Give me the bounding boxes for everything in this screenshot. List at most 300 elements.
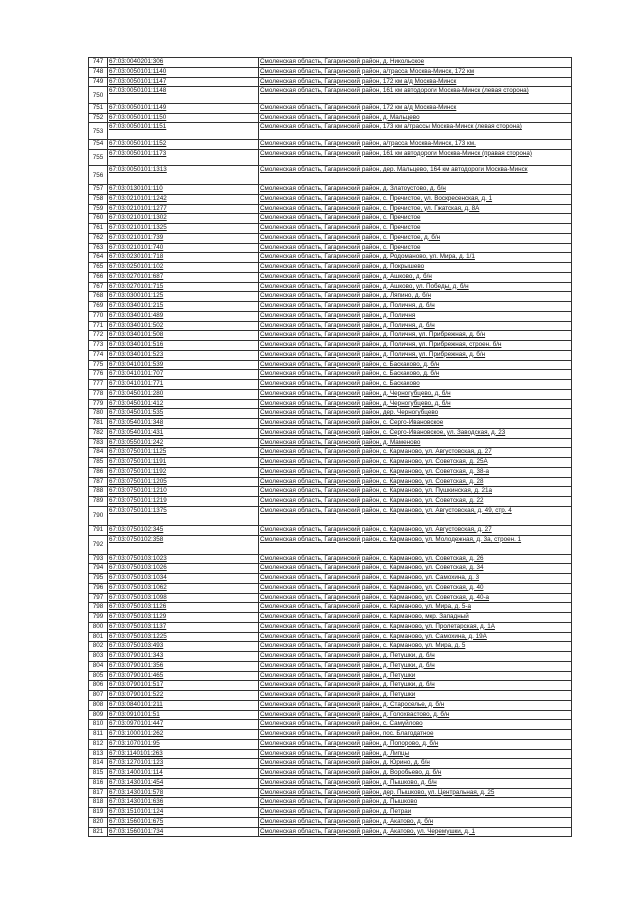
- row-number: 769: [89, 302, 108, 312]
- table-row: [89, 467, 572, 477]
- table-row: [89, 194, 572, 204]
- address: Смоленская область, Гагаринский район, 161 км автодороги Москва-Минск (правая сторона): [259, 149, 572, 166]
- address: Смоленская область, Гагаринский район, д. Попорово, д. б/н: [259, 739, 572, 749]
- table-row: [89, 798, 572, 808]
- row-number: 778: [89, 389, 108, 399]
- table-row: [89, 311, 572, 321]
- cadastral-number: 67:03:0840101:211: [108, 700, 259, 710]
- address: Смоленская область, Гагаринский район, с. Карманово, ул. Мира, д. 5: [259, 642, 572, 652]
- cadastral-number: 67:03:0750101:1192: [108, 467, 259, 477]
- address: Смоленская область, Гагаринский район, 172 км а/д Москва-Минск: [259, 103, 572, 113]
- table-row: [89, 370, 572, 380]
- row-number: 814: [89, 759, 108, 769]
- cadastral-number: 67:03:1070101:95: [108, 739, 259, 749]
- cadastral-number: 67:03:0750101:1205: [108, 477, 259, 487]
- table-row: [89, 438, 572, 448]
- row-number: 820: [89, 817, 108, 827]
- table-row: [89, 282, 572, 292]
- row-number: 777: [89, 380, 108, 390]
- row-number: 747: [89, 58, 108, 68]
- address: Смоленская область, Гагаринский район, д. Воробьево, д. б/н: [259, 769, 572, 779]
- table-row: [89, 185, 572, 195]
- cadastral-number: 67:03:0540101:348: [108, 419, 259, 429]
- cadastral-number: 67:03:0550101:242: [108, 438, 259, 448]
- table-row: [89, 233, 572, 243]
- table-row: [89, 477, 572, 487]
- address: Смоленская область, Гагаринский район, дер. Пышково, ул. Центральная, д. 25: [259, 788, 572, 798]
- address: Смоленская область, Гагаринский район, с. Самуйлово: [259, 720, 572, 730]
- cadastral-number: 67:03:0410101:539: [108, 360, 259, 370]
- table-row: [89, 506, 572, 525]
- cadastral-number: 67:03:0340101:489: [108, 311, 259, 321]
- cadastral-number: 67:03:0750103:1023: [108, 554, 259, 564]
- table-row: [89, 149, 572, 166]
- cadastral-number: 67:03:1430101:454: [108, 778, 259, 788]
- row-number: 789: [89, 497, 108, 507]
- address: Смоленская область, Гагаринский район, с. Карманово, ул. Советская, д. 38-а: [259, 467, 572, 477]
- cadastral-number: 67:03:0790101:465: [108, 671, 259, 681]
- cadastral-number: 67:03:0210101:1325: [108, 224, 259, 234]
- row-number: 759: [89, 204, 108, 214]
- row-number: 795: [89, 574, 108, 584]
- address: Смоленская область, Гагаринский район, д. Покрышево: [259, 263, 572, 273]
- row-number: 812: [89, 739, 108, 749]
- address: Смоленская область, Гагаринский район, дер. Мальцево, 164 км автодороги Москва-Минск: [259, 166, 572, 185]
- table-row: [89, 564, 572, 574]
- cadastral-number: 67:03:0790101:356: [108, 661, 259, 671]
- address: Смоленская область, Гагаринский район, с. Баскаково: [259, 380, 572, 390]
- table-row: [89, 87, 572, 104]
- address: Смоленская область, Гагаринский район, д. Петушки, д. б/н: [259, 652, 572, 662]
- cadastral-number: 67:03:0050101:1152: [108, 139, 259, 149]
- table-row: [89, 331, 572, 341]
- row-number: 781: [89, 419, 108, 429]
- cadastral-number: 67:03:1430101:578: [108, 788, 259, 798]
- table-row: [89, 691, 572, 701]
- table-row: [89, 58, 572, 68]
- address: Смоленская область, Гагаринский район, а/трасса Москва-Минск, 173 км.: [259, 139, 572, 149]
- cadastral-number: 67:03:0750103:1098: [108, 593, 259, 603]
- row-number: 791: [89, 525, 108, 535]
- row-number: 757: [89, 185, 108, 195]
- table-row: [89, 224, 572, 234]
- cadastral-number: 67:03:0270101:687: [108, 272, 259, 282]
- address: Смоленская область, Гагаринский район, с. Баскаково, д. б/н: [259, 370, 572, 380]
- address: Смоленская область, Гагаринский район, д. Акатово, д. б/н: [259, 817, 572, 827]
- row-number: 802: [89, 642, 108, 652]
- cadastral-number: 67:03:0750101:1191: [108, 458, 259, 468]
- table-row: [89, 253, 572, 263]
- address: Смоленская область, Гагаринский район, с. Пречистое: [259, 224, 572, 234]
- table-row: [89, 720, 572, 730]
- row-number: 807: [89, 691, 108, 701]
- table-row: [89, 103, 572, 113]
- address: Смоленская область, Гагаринский район, с. Карманово, ул. Мира, д. 5-а: [259, 603, 572, 613]
- table-row: [89, 321, 572, 331]
- address: Смоленская область, Гагаринский район, с. Пречистое: [259, 243, 572, 253]
- table-row: [89, 67, 572, 77]
- address: Смоленская область, Гагаринский район, с. Карманово, ул. Августовская, д. 27: [259, 448, 572, 458]
- address: Смоленская область, Гагаринский район, с. Карманово, ул. Августовская, д. 27: [259, 525, 572, 535]
- cadastral-number: 67:03:0790101:522: [108, 691, 259, 701]
- row-number: 784: [89, 448, 108, 458]
- row-number: 761: [89, 224, 108, 234]
- table-row: [89, 487, 572, 497]
- address: Смоленская область, Гагаринский район, д. Пышково: [259, 798, 572, 808]
- cadastral-number: 67:03:0340101:508: [108, 331, 259, 341]
- address: Смоленская область, Гагаринский район, д. Поличня, ул. Прибрежная, д. б/н: [259, 331, 572, 341]
- address: Смоленская область, Гагаринский район, д. Акатово, ул. Черемушки, д. 1: [259, 827, 572, 837]
- row-number: 762: [89, 233, 108, 243]
- address: Смоленская область, Гагаринский район, д. Пышково, д. б/н: [259, 778, 572, 788]
- address: Смоленская область, Гагаринский район, 173 км а/трассы Москва-Минск (левая сторона): [259, 123, 572, 140]
- row-number: 794: [89, 564, 108, 574]
- row-number: 751: [89, 103, 108, 113]
- row-number: 815: [89, 769, 108, 779]
- row-number: 819: [89, 808, 108, 818]
- table-row: [89, 681, 572, 691]
- row-number: 772: [89, 331, 108, 341]
- address: Смоленская область, Гагаринский район, 161 км автодороги Москва-Минск (левая сторона): [259, 87, 572, 104]
- table-row: [89, 613, 572, 623]
- row-number: 756: [89, 166, 108, 185]
- cadastral-number: 67:03:1560101:675: [108, 817, 259, 827]
- table-row: [89, 350, 572, 360]
- row-number: 796: [89, 583, 108, 593]
- cadastral-number: 67:03:0750103:1062: [108, 583, 259, 593]
- row-number: 805: [89, 671, 108, 681]
- table-row: [89, 428, 572, 438]
- cadastral-number: 67:03:1140101:263: [108, 749, 259, 759]
- cadastral-number: 67:03:0750101:1125: [108, 448, 259, 458]
- row-number: 775: [89, 360, 108, 370]
- address: Смоленская область, Гагаринский район, с. Пречистое, д. б/н: [259, 233, 572, 243]
- cadastral-number: 67:03:1510101:124: [108, 808, 259, 818]
- cadastral-number: 67:03:0230101:718: [108, 253, 259, 263]
- table-row: [89, 419, 572, 429]
- cadastral-number: 67:03:0340101:215: [108, 302, 259, 312]
- table-row: [89, 661, 572, 671]
- table-row: [89, 710, 572, 720]
- cadastral-number: 67:03:1000101:262: [108, 730, 259, 740]
- address: Смоленская область, Гагаринский район, д. Мальцево: [259, 113, 572, 123]
- row-number: 808: [89, 700, 108, 710]
- row-number: 799: [89, 613, 108, 623]
- row-number: 818: [89, 798, 108, 808]
- row-number: 765: [89, 263, 108, 273]
- cadastral-number: 67:03:0040201:306: [108, 58, 259, 68]
- address: Смоленская область, Гагаринский район, д. Поличня, д. б/н: [259, 302, 572, 312]
- address: Смоленская область, Гагаринский район, д. Маменово: [259, 438, 572, 448]
- cadastral-number: 67:03:0970101:447: [108, 720, 259, 730]
- cadastral-number: 67:03:0050101:1147: [108, 77, 259, 87]
- row-number: 750: [89, 87, 108, 104]
- address: Смоленская область, Гагаринский район, д. Голохвастово, д. б/н: [259, 710, 572, 720]
- row-number: 768: [89, 292, 108, 302]
- address: Смоленская область, Гагаринский район, д. Никольское: [259, 58, 572, 68]
- table-row: [89, 583, 572, 593]
- cadastral-number: 67:03:0750101:1210: [108, 487, 259, 497]
- address: Смоленская область, Гагаринский район, с. Карманово, ул. Августовская, д. 49, стр. 4: [259, 506, 572, 525]
- table-row: [89, 166, 572, 185]
- address: Смоленская область, Гагаринский район, с. Карманово, ул. Советская, д. 40-а: [259, 593, 572, 603]
- address: Смоленская область, Гагаринский район, д. Черногубцево, д. б/н: [259, 389, 572, 399]
- row-number: 804: [89, 661, 108, 671]
- address: Смоленская область, Гагаринский район, д. Черногубцево, д. б/н: [259, 399, 572, 409]
- cadastral-number: 67:03:0130101:110: [108, 185, 259, 195]
- address: Смоленская область, Гагаринский район, д. Ляпино, д. б/н: [259, 292, 572, 302]
- table-row: [89, 399, 572, 409]
- table-row: [89, 243, 572, 253]
- table-row: [89, 380, 572, 390]
- address: Смоленская область, Гагаринский район, д. Родоманово, ул. Мира, д. 1/1: [259, 253, 572, 263]
- table-row: [89, 827, 572, 837]
- cadastral-number: 67:03:0250101:102: [108, 263, 259, 273]
- address: Смоленская область, Гагаринский район, с. Карманово, ул. Советская, д. 40: [259, 583, 572, 593]
- cadastral-number: 67:03:0750103:1225: [108, 632, 259, 642]
- cadastral-number: 67:03:0050101:1173: [108, 149, 259, 166]
- row-number: 779: [89, 399, 108, 409]
- cadastral-number: 67:03:0050101:1148: [108, 87, 259, 104]
- cadastral-number: 67:03:0450101:412: [108, 399, 259, 409]
- table-row: [89, 593, 572, 603]
- table-row: [89, 603, 572, 613]
- table-row: [89, 214, 572, 224]
- address: Смоленская область, Гагаринский район, д. Петраи: [259, 808, 572, 818]
- cadastral-number: 67:03:0750101:1375: [108, 506, 259, 525]
- address: Смоленская область, Гагаринский район, с. Пречистое, ул. Воскресенская, д. 1: [259, 194, 572, 204]
- address: Смоленская область, Гагаринский район, с. Серго-Ивановское: [259, 419, 572, 429]
- cadastral-number: 67:03:0340101:523: [108, 350, 259, 360]
- cadastral-number: 67:03:0410101:771: [108, 380, 259, 390]
- cadastral-number: 67:03:0210101:1242: [108, 194, 259, 204]
- row-number: 767: [89, 282, 108, 292]
- row-number: 787: [89, 477, 108, 487]
- address: Смоленская область, Гагаринский район, д. Петушки: [259, 671, 572, 681]
- cadastral-number: 67:03:0910101:51: [108, 710, 259, 720]
- address: Смоленская область, Гагаринский район, с. Карманово, ул. Советская, д. 26: [259, 554, 572, 564]
- table-row: [89, 389, 572, 399]
- table-row: [89, 642, 572, 652]
- row-number: 788: [89, 487, 108, 497]
- row-number: 800: [89, 622, 108, 632]
- table-row: [89, 360, 572, 370]
- row-number: 786: [89, 467, 108, 477]
- address: Смоленская область, Гагаринский район, с. Карманово, ул. Самохина, д. 3: [259, 574, 572, 584]
- row-number: 783: [89, 438, 108, 448]
- row-number: 755: [89, 149, 108, 166]
- address: Смоленская область, Гагаринский район, д. Златоустово, д. б/н: [259, 185, 572, 195]
- row-number: 771: [89, 321, 108, 331]
- table-row: [89, 113, 572, 123]
- cadastral-number: 67:03:0270101:715: [108, 282, 259, 292]
- cadastral-number: 67:03:0750101:1219: [108, 497, 259, 507]
- table-row: [89, 292, 572, 302]
- row-number: 766: [89, 272, 108, 282]
- table-row: [89, 739, 572, 749]
- cadastral-number: 67:03:0750102:358: [108, 535, 259, 554]
- address: Смоленская область, Гагаринский район, с. Серго-Ивановское, ул. Заводская, д. 23: [259, 428, 572, 438]
- address: Смоленская область, Гагаринский район, д. Ашково, д. б/н: [259, 272, 572, 282]
- row-number: 797: [89, 593, 108, 603]
- row-number: 774: [89, 350, 108, 360]
- cadastral-number: 67:03:0050101:1149: [108, 103, 259, 113]
- cadastral-number: 67:03:0050101:1140: [108, 67, 259, 77]
- row-number: 763: [89, 243, 108, 253]
- row-number: 792: [89, 535, 108, 554]
- row-number: 801: [89, 632, 108, 642]
- table-row: [89, 302, 572, 312]
- cadastral-number: 67:03:1430101:636: [108, 798, 259, 808]
- table-row: [89, 458, 572, 468]
- table-row: [89, 139, 572, 149]
- table-row: [89, 778, 572, 788]
- registry-body: [89, 58, 572, 837]
- row-number: 760: [89, 214, 108, 224]
- registry-table: [88, 57, 572, 837]
- cadastral-number: 67:03:0750103:1129: [108, 613, 259, 623]
- address: Смоленская область, Гагаринский район, с. Карманово, ул. Советская, д. 25А: [259, 458, 572, 468]
- address: Смоленская область, Гагаринский район, д. Поличня, д. б/н: [259, 321, 572, 331]
- cadastral-number: 67:03:0210101:740: [108, 243, 259, 253]
- cadastral-number: 67:03:0050101:1151: [108, 123, 259, 140]
- row-number: 780: [89, 409, 108, 419]
- row-number: 752: [89, 113, 108, 123]
- cadastral-number: 67:03:0450101:280: [108, 389, 259, 399]
- cadastral-number: 67:03:0750103:1026: [108, 564, 259, 574]
- row-number: 785: [89, 458, 108, 468]
- address: Смоленская область, Гагаринский район, д. Юрино, д. б/н: [259, 759, 572, 769]
- address: Смоленская область, Гагаринский район, д. Петушки, д. б/н: [259, 681, 572, 691]
- cadastral-number: 67:03:0790101:343: [108, 652, 259, 662]
- address: Смоленская область, Гагаринский район, пос. Благодатное: [259, 730, 572, 740]
- row-number: 798: [89, 603, 108, 613]
- table-row: [89, 497, 572, 507]
- row-number: 749: [89, 77, 108, 87]
- cadastral-number: 67:03:0540101:431: [108, 428, 259, 438]
- cadastral-number: 67:03:0050101:1313: [108, 166, 259, 185]
- cadastral-number: 67:03:0750102:345: [108, 525, 259, 535]
- table-row: [89, 769, 572, 779]
- table-row: [89, 788, 572, 798]
- table-row: [89, 671, 572, 681]
- cadastral-number: 67:03:1560101:734: [108, 827, 259, 837]
- address: Смоленская область, Гагаринский район, с. Карманово, ул. Пушкинская, д. 21а: [259, 487, 572, 497]
- table-row: [89, 525, 572, 535]
- cadastral-number: 67:03:1270101:123: [108, 759, 259, 769]
- row-number: 817: [89, 788, 108, 798]
- address: Смоленская область, Гагаринский район, д. Поличня: [259, 311, 572, 321]
- table-row: [89, 341, 572, 351]
- row-number: 803: [89, 652, 108, 662]
- table-row: [89, 554, 572, 564]
- row-number: 773: [89, 341, 108, 351]
- table-row: [89, 700, 572, 710]
- address: Смоленская область, Гагаринский район, д. Староселье, д. б/н: [259, 700, 572, 710]
- cadastral-number: 67:03:0450101:535: [108, 409, 259, 419]
- row-number: 754: [89, 139, 108, 149]
- row-number: 810: [89, 720, 108, 730]
- row-number: 813: [89, 749, 108, 759]
- cadastral-number: 67:03:0750103:493: [108, 642, 259, 652]
- row-number: 776: [89, 370, 108, 380]
- table-row: [89, 263, 572, 273]
- table-row: [89, 622, 572, 632]
- table-row: [89, 574, 572, 584]
- cadastral-number: 67:03:0750103:1126: [108, 603, 259, 613]
- cadastral-number: 67:03:0750103:1137: [108, 622, 259, 632]
- address: Смоленская область, Гагаринский район, с. Пречистое: [259, 214, 572, 224]
- address: Смоленская область, Гагаринский район, д. Петушки, д. б/н: [259, 661, 572, 671]
- row-number: 753: [89, 123, 108, 140]
- address: Смоленская область, Гагаринский район, с. Карманово, ул. Советская, д. 34: [259, 564, 572, 574]
- row-number: 758: [89, 194, 108, 204]
- address: Смоленская область, Гагаринский район, с. Карманово, ул. Пролетарская, д. 1А: [259, 622, 572, 632]
- row-number: 811: [89, 730, 108, 740]
- address: Смоленская область, Гагаринский район, а/трасса Москва-Минск, 172 км: [259, 67, 572, 77]
- table-row: [89, 77, 572, 87]
- address: Смоленская область, Гагаринский район, с. Пречистое, ул. Гжатская, д. 8А: [259, 204, 572, 214]
- row-number: 770: [89, 311, 108, 321]
- table-row: [89, 448, 572, 458]
- cadastral-number: 67:03:0300101:125: [108, 292, 259, 302]
- table-row: [89, 652, 572, 662]
- table-row: [89, 808, 572, 818]
- table-row: [89, 817, 572, 827]
- address: Смоленская область, Гагаринский район, с. Карманово, мкр. Западный: [259, 613, 572, 623]
- address: Смоленская область, Гагаринский район, д. Ашково, ул. Победы, д. б/н: [259, 282, 572, 292]
- address: Смоленская область, Гагаринский район, с. Карманово, ул. Самохина, д. 19А: [259, 632, 572, 642]
- cadastral-number: 67:03:1400101:114: [108, 769, 259, 779]
- address: Смоленская область, Гагаринский район, с. Карманово, ул. Молодежная, д. 3а, строен. 1: [259, 535, 572, 554]
- cadastral-number: 67:03:0050101:1150: [108, 113, 259, 123]
- address: Смоленская область, Гагаринский район, 172 км а/д Москва-Минск: [259, 77, 572, 87]
- address: Смоленская область, Гагаринский район, д. Липцы: [259, 749, 572, 759]
- address: Смоленская область, Гагаринский район, д. Петушки: [259, 691, 572, 701]
- table-row: [89, 409, 572, 419]
- row-number: 793: [89, 554, 108, 564]
- table-row: [89, 272, 572, 282]
- row-number: 764: [89, 253, 108, 263]
- cadastral-number: 67:03:0750103:1034: [108, 574, 259, 584]
- row-number: 748: [89, 67, 108, 77]
- table-row: [89, 535, 572, 554]
- row-number: 821: [89, 827, 108, 837]
- table-row: [89, 123, 572, 140]
- cadastral-number: 67:03:0210101:1277: [108, 204, 259, 214]
- address: Смоленская область, Гагаринский район, с. Баскаково, д. б/н: [259, 360, 572, 370]
- row-number: 809: [89, 710, 108, 720]
- address: Смоленская область, Гагаринский район, с. Карманово, ул. Советская, д. 22: [259, 497, 572, 507]
- table-row: [89, 204, 572, 214]
- cadastral-number: 67:03:0210101:739: [108, 233, 259, 243]
- cadastral-number: 67:03:0210101:1302: [108, 214, 259, 224]
- cadastral-number: 67:03:0790101:517: [108, 681, 259, 691]
- cadastral-number: 67:03:0340101:516: [108, 341, 259, 351]
- address: Смоленская область, Гагаринский район, с. Карманово, ул. Советская, д. 28: [259, 477, 572, 487]
- row-number: 816: [89, 778, 108, 788]
- address: Смоленская область, Гагаринский район, дер. Черногубцево: [259, 409, 572, 419]
- cadastral-number: 67:03:0410101:707: [108, 370, 259, 380]
- table-row: [89, 749, 572, 759]
- address: Смоленская область, Гагаринский район, д. Поличня, ул. Прибрежная, строен. б/н: [259, 341, 572, 351]
- cadastral-number: 67:03:0340101:502: [108, 321, 259, 331]
- table-row: [89, 632, 572, 642]
- table-row: [89, 730, 572, 740]
- row-number: 782: [89, 428, 108, 438]
- table-row: [89, 759, 572, 769]
- address: Смоленская область, Гагаринский район, д. Поличня, ул. Прибрежная, д. б/н: [259, 350, 572, 360]
